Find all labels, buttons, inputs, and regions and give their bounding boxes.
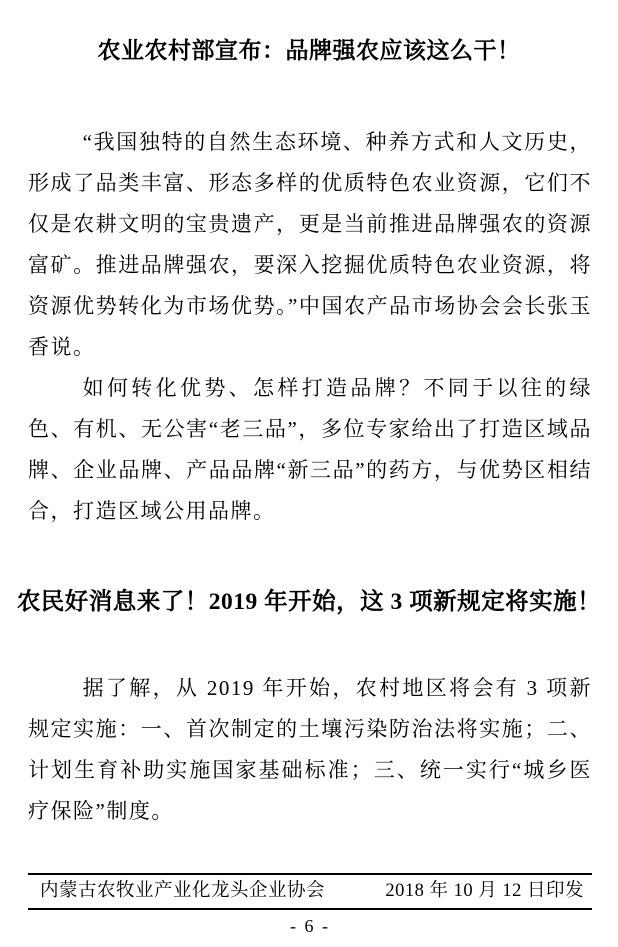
article2-title: 农民好消息来了！2019 年开始，这 3 项新规定将实施！ [16, 589, 602, 615]
article-brand-agriculture [0, 36, 618, 532]
article1-paragraph-1: “我国独特的自然生态环境、种养方式和人文历史，形成了品类丰富、形态多样的优质特色农业资源，它们不仅是农耕文明的宝贵遗产，更是当前推进品牌强农的资源富矿。推进品牌强农，要深入挖掘优质特色农业资源，将资源优势转化为市场优势。”中国农产品市场协会会长张玉香说。 [28, 130, 592, 359]
article-new-regulations [0, 586, 618, 832]
footer-issuer: 内蒙古农牧业产业化龙头企业协会 [40, 881, 326, 901]
footer-print-date: 2018 年 10 月 12 日印发 [385, 881, 584, 901]
article1-paragraph-2: 如何转化优势、怎样打造品牌？不同于以往的绿色、有机、无公害“老三品”，多位专家给出了打造区域品牌、企业品牌、产品品牌“新三品”的药方，与优势区相结合，打造区域公用品牌。 [28, 376, 592, 523]
article1-title: 农业农村部宣布：品牌强农应该这么干！ [97, 38, 521, 63]
footer-info-row [28, 875, 592, 908]
page-number: - 6 - [290, 916, 330, 936]
article2-paragraph-1: 据了解，从 2019 年开始，农村地区将会有 3 项新规定实施：一、首次制定的土壤污染防治法将实施；二、计划生育补助实施国家基础标准；三、统一实行“城乡医疗保险”制度。 [28, 676, 592, 823]
page-footer [28, 873, 592, 937]
